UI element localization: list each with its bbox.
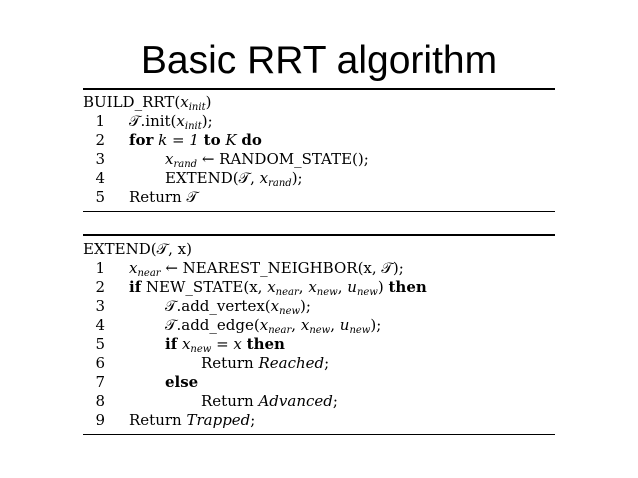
code-token: ,: [291, 316, 301, 334]
line-number: 2: [95, 278, 105, 296]
code-line: [83, 297, 555, 316]
code-var: x: [176, 112, 185, 130]
code-line: [83, 112, 555, 131]
code-sub: rand: [268, 178, 292, 189]
code-token: ;: [250, 411, 256, 429]
code-sub: near: [275, 287, 299, 298]
code-line: [83, 169, 555, 188]
code-var: x: [259, 169, 269, 187]
code-var: u: [347, 278, 357, 296]
code-token: );: [201, 112, 213, 130]
keyword: else: [165, 373, 199, 391]
code-var: x: [267, 278, 276, 296]
line-number: 3: [95, 150, 105, 168]
line-number: 5: [95, 335, 105, 353]
code-line: [83, 131, 555, 150]
code-token: Return: [201, 354, 259, 372]
code-token: );: [370, 316, 382, 334]
code-line: [83, 373, 555, 392]
code-token: Return: [129, 411, 187, 429]
code-token: NEW_STATE(x,: [141, 278, 268, 296]
line-number: 4: [95, 316, 105, 334]
code-var: u: [339, 316, 350, 334]
code-sub: new: [316, 287, 338, 298]
code-token: 𝒯: [129, 112, 141, 130]
code-token: 𝒯.add_vertex(: [165, 297, 271, 315]
code-italic: Trapped: [186, 411, 251, 429]
bottom-rule: [83, 211, 555, 212]
code-token: ): [377, 278, 389, 296]
code-token: .init(: [140, 112, 177, 130]
line-number: 9: [95, 411, 105, 429]
code-var: x: [308, 278, 317, 296]
code-var: x: [270, 297, 280, 315]
header-name: BUILD_RRT(: [83, 93, 181, 111]
top-rule: [83, 88, 555, 90]
keyword: to: [203, 131, 221, 149]
line-number: 2: [95, 131, 105, 149]
code-line: [83, 392, 555, 411]
code-italic: Reached: [258, 354, 325, 372]
header-close: ): [205, 93, 212, 111]
code-token: = x: [211, 335, 247, 353]
code-token: K: [220, 131, 242, 149]
code-line: [83, 411, 555, 430]
extend-algorithm: [83, 234, 555, 435]
code-line: [83, 259, 555, 278]
code-token: Return 𝒯: [129, 188, 198, 206]
code-sub: new: [190, 344, 212, 355]
code-line: [83, 316, 555, 335]
header-arg: x: [180, 93, 189, 111]
code-token: 𝒯.add_edge(: [165, 316, 260, 334]
code-token: ;: [324, 354, 330, 372]
bottom-rule: [83, 434, 555, 435]
code-line: [83, 150, 555, 169]
code-sub: near: [137, 268, 161, 279]
code-sub: rand: [173, 159, 198, 170]
header-text: EXTEND(𝒯, x): [83, 240, 192, 258]
line-number: 1: [95, 259, 105, 277]
code-line: [83, 278, 555, 297]
line-number: 8: [95, 392, 105, 410]
code-sub: near: [268, 325, 292, 336]
keyword: if: [165, 335, 178, 353]
slide-title: Basic RRT algorithm: [140, 39, 498, 82]
code-italic: Advanced: [258, 392, 333, 410]
code-sub: new: [349, 325, 371, 336]
code-var: x: [129, 259, 138, 277]
code-token: ,: [298, 278, 309, 296]
code-sub: new: [309, 325, 331, 336]
code-line: [83, 188, 555, 207]
line-number: 4: [95, 169, 105, 187]
code-var: x: [259, 316, 269, 334]
keyword: do: [241, 131, 262, 149]
keyword: then: [388, 278, 427, 296]
keyword: then: [246, 335, 285, 353]
top-rule: [83, 234, 555, 236]
code-sub: new: [279, 306, 301, 317]
code-line: [83, 354, 555, 373]
line-number: 7: [95, 373, 105, 391]
code-sub: init: [184, 121, 202, 132]
code-var: x: [181, 335, 191, 353]
line-number: 1: [95, 112, 105, 130]
code-token: Return: [201, 392, 259, 410]
code-token: ;: [332, 392, 338, 410]
code-token: ,: [337, 278, 348, 296]
algorithm-header: [83, 93, 555, 112]
code-var: x: [165, 150, 174, 168]
code-line: [83, 335, 555, 354]
algorithm-header: [83, 240, 555, 259]
line-number: 3: [95, 297, 105, 315]
keyword: if: [129, 278, 142, 296]
code-sub: new: [356, 287, 378, 298]
code-token: ← RANDOM_STATE();: [197, 150, 369, 168]
code-token: ,: [330, 316, 340, 334]
code-token: k = 1: [153, 131, 204, 149]
code-token: EXTEND(𝒯,: [165, 169, 260, 187]
build-rrt-algorithm: [83, 88, 555, 212]
keyword: for: [129, 131, 154, 149]
code-token: );: [291, 169, 303, 187]
code-token: ← NEAREST_NEIGHBOR(x, 𝒯);: [160, 259, 404, 277]
header-sub: init: [188, 102, 206, 113]
line-number: 5: [95, 188, 105, 206]
line-number: 6: [95, 354, 105, 372]
code-token: );: [300, 297, 311, 315]
code-var: x: [300, 316, 310, 334]
